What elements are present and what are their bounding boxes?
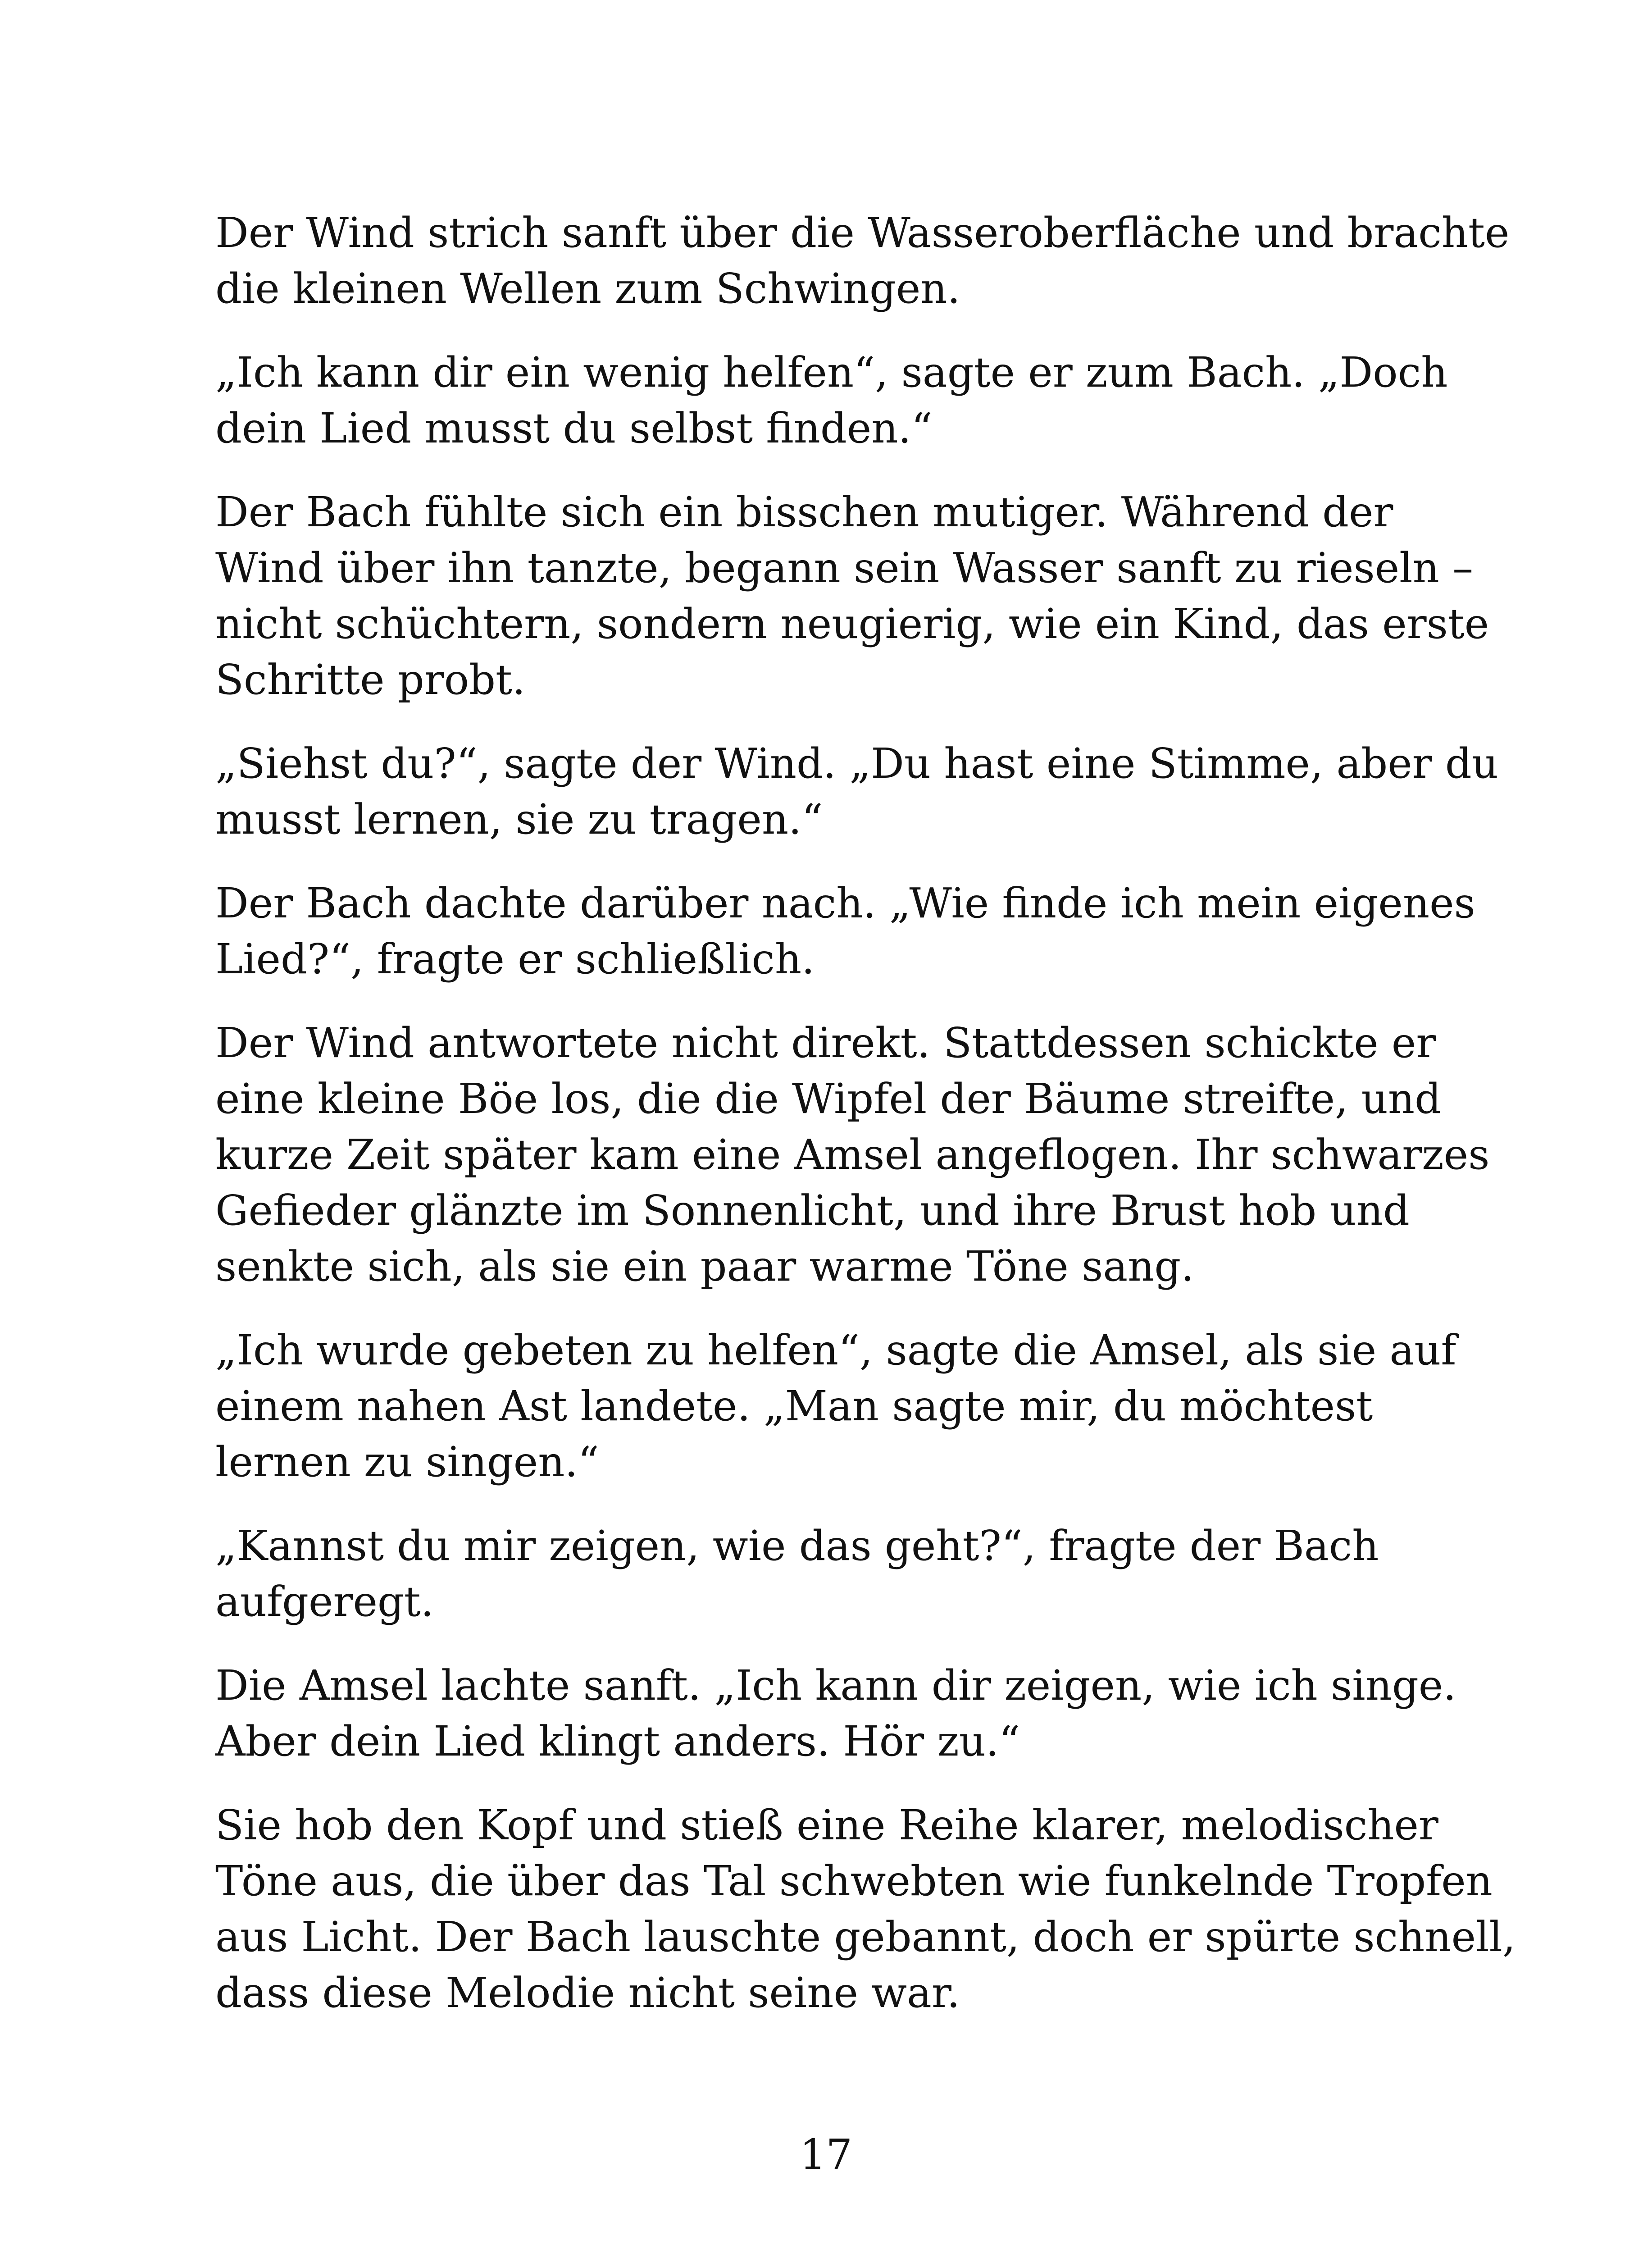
text-line: Schritte probt. <box>215 656 526 704</box>
text-line: musst lernen, sie zu tragen.“ <box>215 795 823 844</box>
paragraph-6 <box>215 1015 1490 1295</box>
body-text <box>215 205 1516 2049</box>
text-line: lernen zu singen.“ <box>215 1438 599 1486</box>
text-line: Sie hob den Kopf und stieß eine Reihe klarer, melodischer <box>215 1801 1438 1849</box>
paragraph-1 <box>215 205 1510 317</box>
page-number: 17 <box>799 2130 853 2179</box>
text-line: „Kannst du mir zeigen, wie das geht?“, fragte der Bach <box>215 1522 1379 1570</box>
text-line: Wind über ihn tanzte, begann sein Wasser sanft zu rieseln – <box>215 544 1474 592</box>
text-line: „Ich wurde gebeten zu helfen“, sagte die Amsel, als sie auf <box>215 1326 1456 1374</box>
paragraph-7 <box>215 1323 1490 1490</box>
text-line: Der Bach dachte darüber nach. „Wie finde ich mein eigenes <box>215 879 1475 927</box>
text-line: dass diese Melodie nicht seine war. <box>215 1969 960 2017</box>
paragraph-4 <box>215 736 1499 848</box>
text-line: aus Licht. Der Bach lauschte gebannt, doch er spürte schnell, <box>215 1913 1516 1961</box>
text-line: Der Wind antwortete nicht direkt. Stattdessen schickte er <box>215 1019 1436 1067</box>
paragraph-3 <box>215 484 1490 708</box>
text-line: Lied?“, fragte er schließlich. <box>215 935 815 983</box>
text-line: die kleinen Wellen zum Schwingen. <box>215 265 960 313</box>
text-line: Der Bach fühlte sich ein bisschen mutiger. Während der <box>215 488 1393 536</box>
paragraph-9 <box>215 1658 1490 1770</box>
text-line: dein Lied musst du selbst finden.“ <box>215 404 933 452</box>
text-line: Die Amsel lachte sanft. „Ich kann dir zeigen, wie ich singe. <box>215 1661 1456 1710</box>
paragraph-5 <box>215 876 1490 987</box>
text-line: aufgeregt. <box>215 1578 434 1626</box>
text-line: „Siehst du?“, sagte der Wind. „Du hast eine Stimme, aber du <box>215 739 1499 788</box>
text-line: Aber dein Lied klingt anders. Hör zu.“ <box>215 1717 1020 1765</box>
text-line: senkte sich, als sie ein paar warme Töne sang. <box>215 1242 1194 1291</box>
paragraph-2 <box>215 345 1490 456</box>
text-line: kurze Zeit später kam eine Amsel angeflogen. Ihr schwarzes <box>215 1131 1490 1179</box>
paragraph-10 <box>215 1797 1516 2021</box>
paragraph-8 <box>215 1518 1490 1630</box>
text-line: „Ich kann dir ein wenig helfen“, sagte er zum Bach. „Doch <box>215 348 1448 397</box>
text-line: Gefieder glänzte im Sonnenlicht, und ihre Brust hob und <box>215 1186 1410 1235</box>
text-line: Der Wind strich sanft über die Wasseroberfläche und brachte <box>215 209 1510 257</box>
text-line: einem nahen Ast landete. „Man sagte mir, du möchtest <box>215 1382 1373 1430</box>
text-line: nicht schüchtern, sondern neugierig, wie ein Kind, das erste <box>215 600 1489 648</box>
text-line: eine kleine Böe los, die die Wipfel der Bäume streifte, und <box>215 1075 1442 1123</box>
text-line: Töne aus, die über das Tal schwebten wie funkelnde Tropfen <box>215 1857 1493 1905</box>
